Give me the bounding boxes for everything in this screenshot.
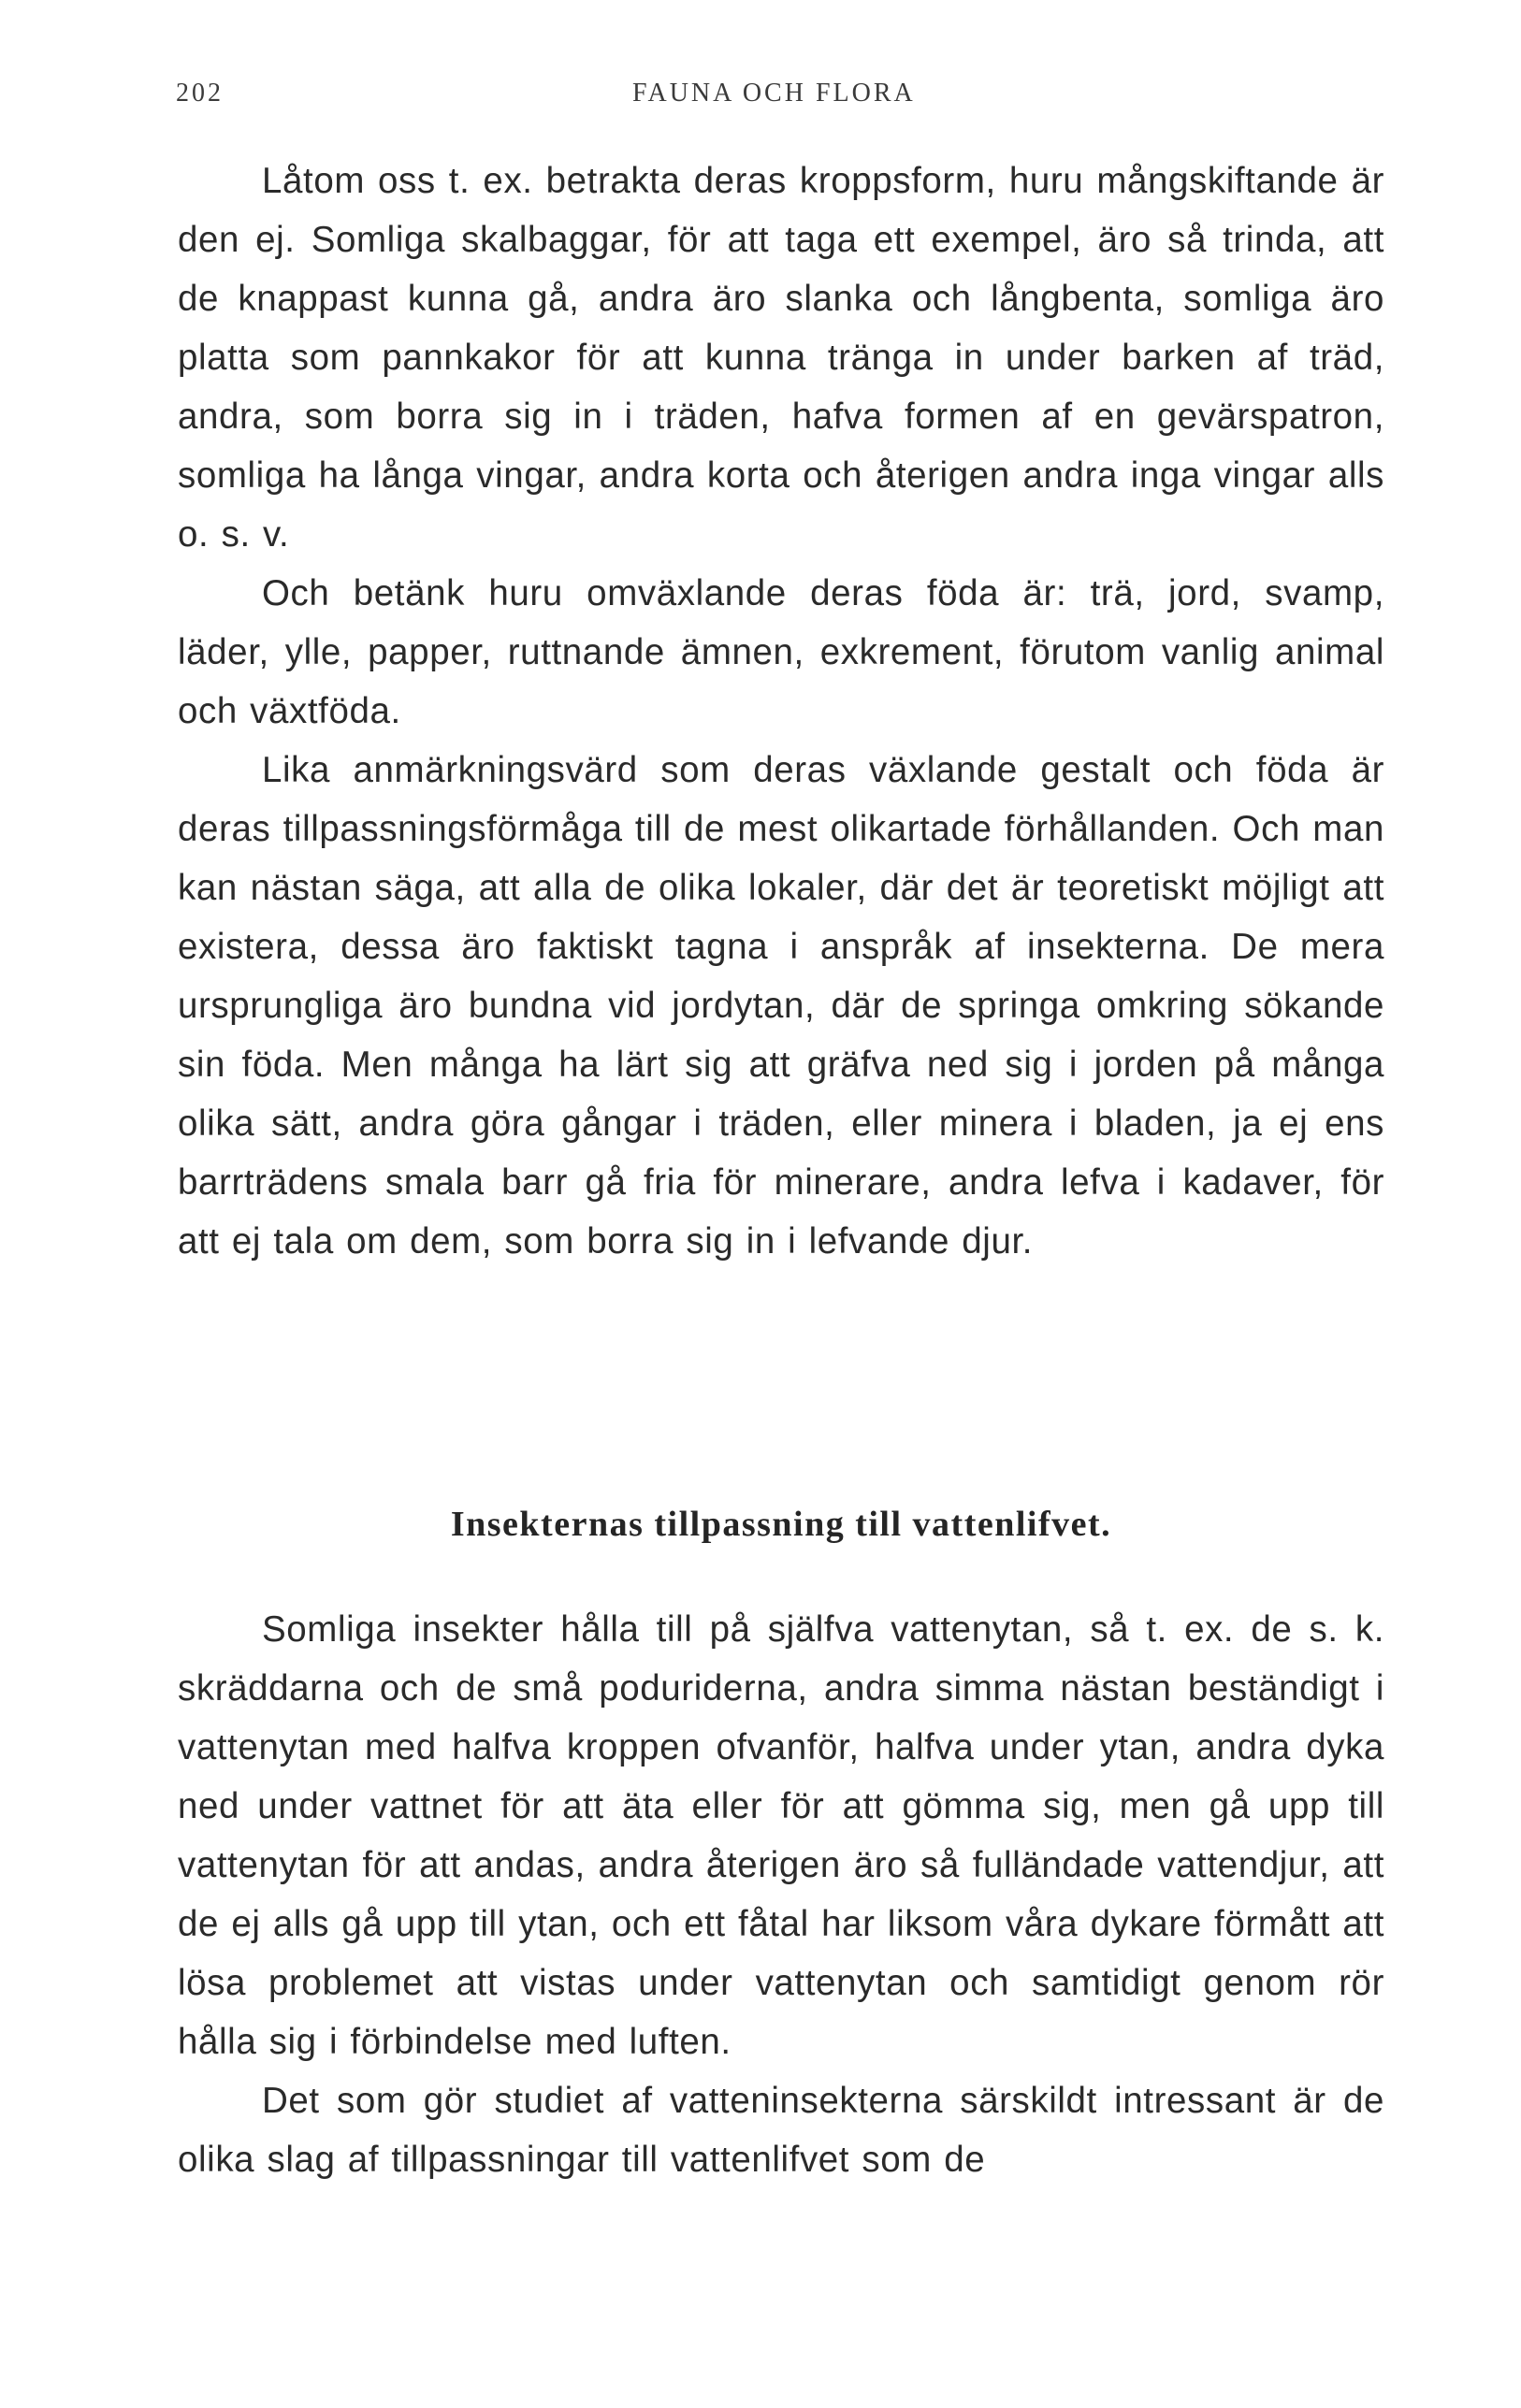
paragraph: Det som gör studiet af vatteninsekterna särskildt intressant är de olika slag af tillpassningar till vattenlifvet som de	[178, 2081, 1384, 2180]
paragraph: Lika anmärkningsvärd som deras växlande gestalt och föda är deras tillpassningsförmåga till de mest olikartade förhållanden. Och man kan nästan säga, att alla de olika lokaler, där det är teoretiskt möjligt att existera, dessa äro faktiskt tagna i anspråk af insekterna. De mera ursprungliga äro bundna vid jordytan, där de springa omkring sökande sin föda. Men många ha lärt sig att gräfva ned sig i jorden på många olika sätt, andra göra gångar i träden, eller minera i bladen, ja ej ens barrträdens smala barr gå fria för minerare, andra lefva i kadaver, för att ej tala om dem, som borra sig in i lefvande djur.	[178, 750, 1384, 1262]
paragraph: Somliga insekter hålla till på själfva vattenytan, så t. ex. de s. k. skräddarna och de små poduriderna, andra simma nästan beständigt i vattenytan med halfva kroppen ofvanför, halfva under ytan, andra dyka ned under vattnet för att äta eller för att gömma sig, men gå upp till vattenytan för att andas, andra återigen äro så fulländade vattendjur, att de ej alls gå upp till ytan, och ett fåtal har liksom våra dykare förmått att lösa problemet att vistas under vattenytan och samtidigt genom rör hålla sig i förbindelse med luften.	[178, 1609, 1384, 2062]
page-number: 202	[176, 79, 224, 108]
section-heading: Insekternas tillpassning till vattenlifvet.	[450, 1505, 1112, 1544]
body-text-before-heading	[178, 151, 1384, 1271]
paragraph: Låtom oss t. ex. betrakta deras kroppsform, huru mångskiftande är den ej. Somliga skalbaggar, för att taga ett exempel, äro så trinda, att de knappast kunna gå, andra äro slanka och långbenta, somliga äro platta som pannkakor för att kunna tränga in under barken af träd, andra, som borra sig in i träden, hafva formen af en gevärspatron, somliga ha långa vingar, andra korta och återigen andra inga vingar alls o. s. v.	[178, 161, 1384, 555]
running-title: FAUNA OCH FLORA	[632, 79, 916, 108]
body-text-after-heading	[178, 1600, 1384, 2189]
paragraph: Och betänk huru omväxlande deras föda är: trä, jord, svamp, läder, ylle, papper, ruttnande ämnen, exkrement, förutom vanlig animal och växtföda.	[178, 573, 1384, 731]
running-head	[176, 79, 1392, 116]
